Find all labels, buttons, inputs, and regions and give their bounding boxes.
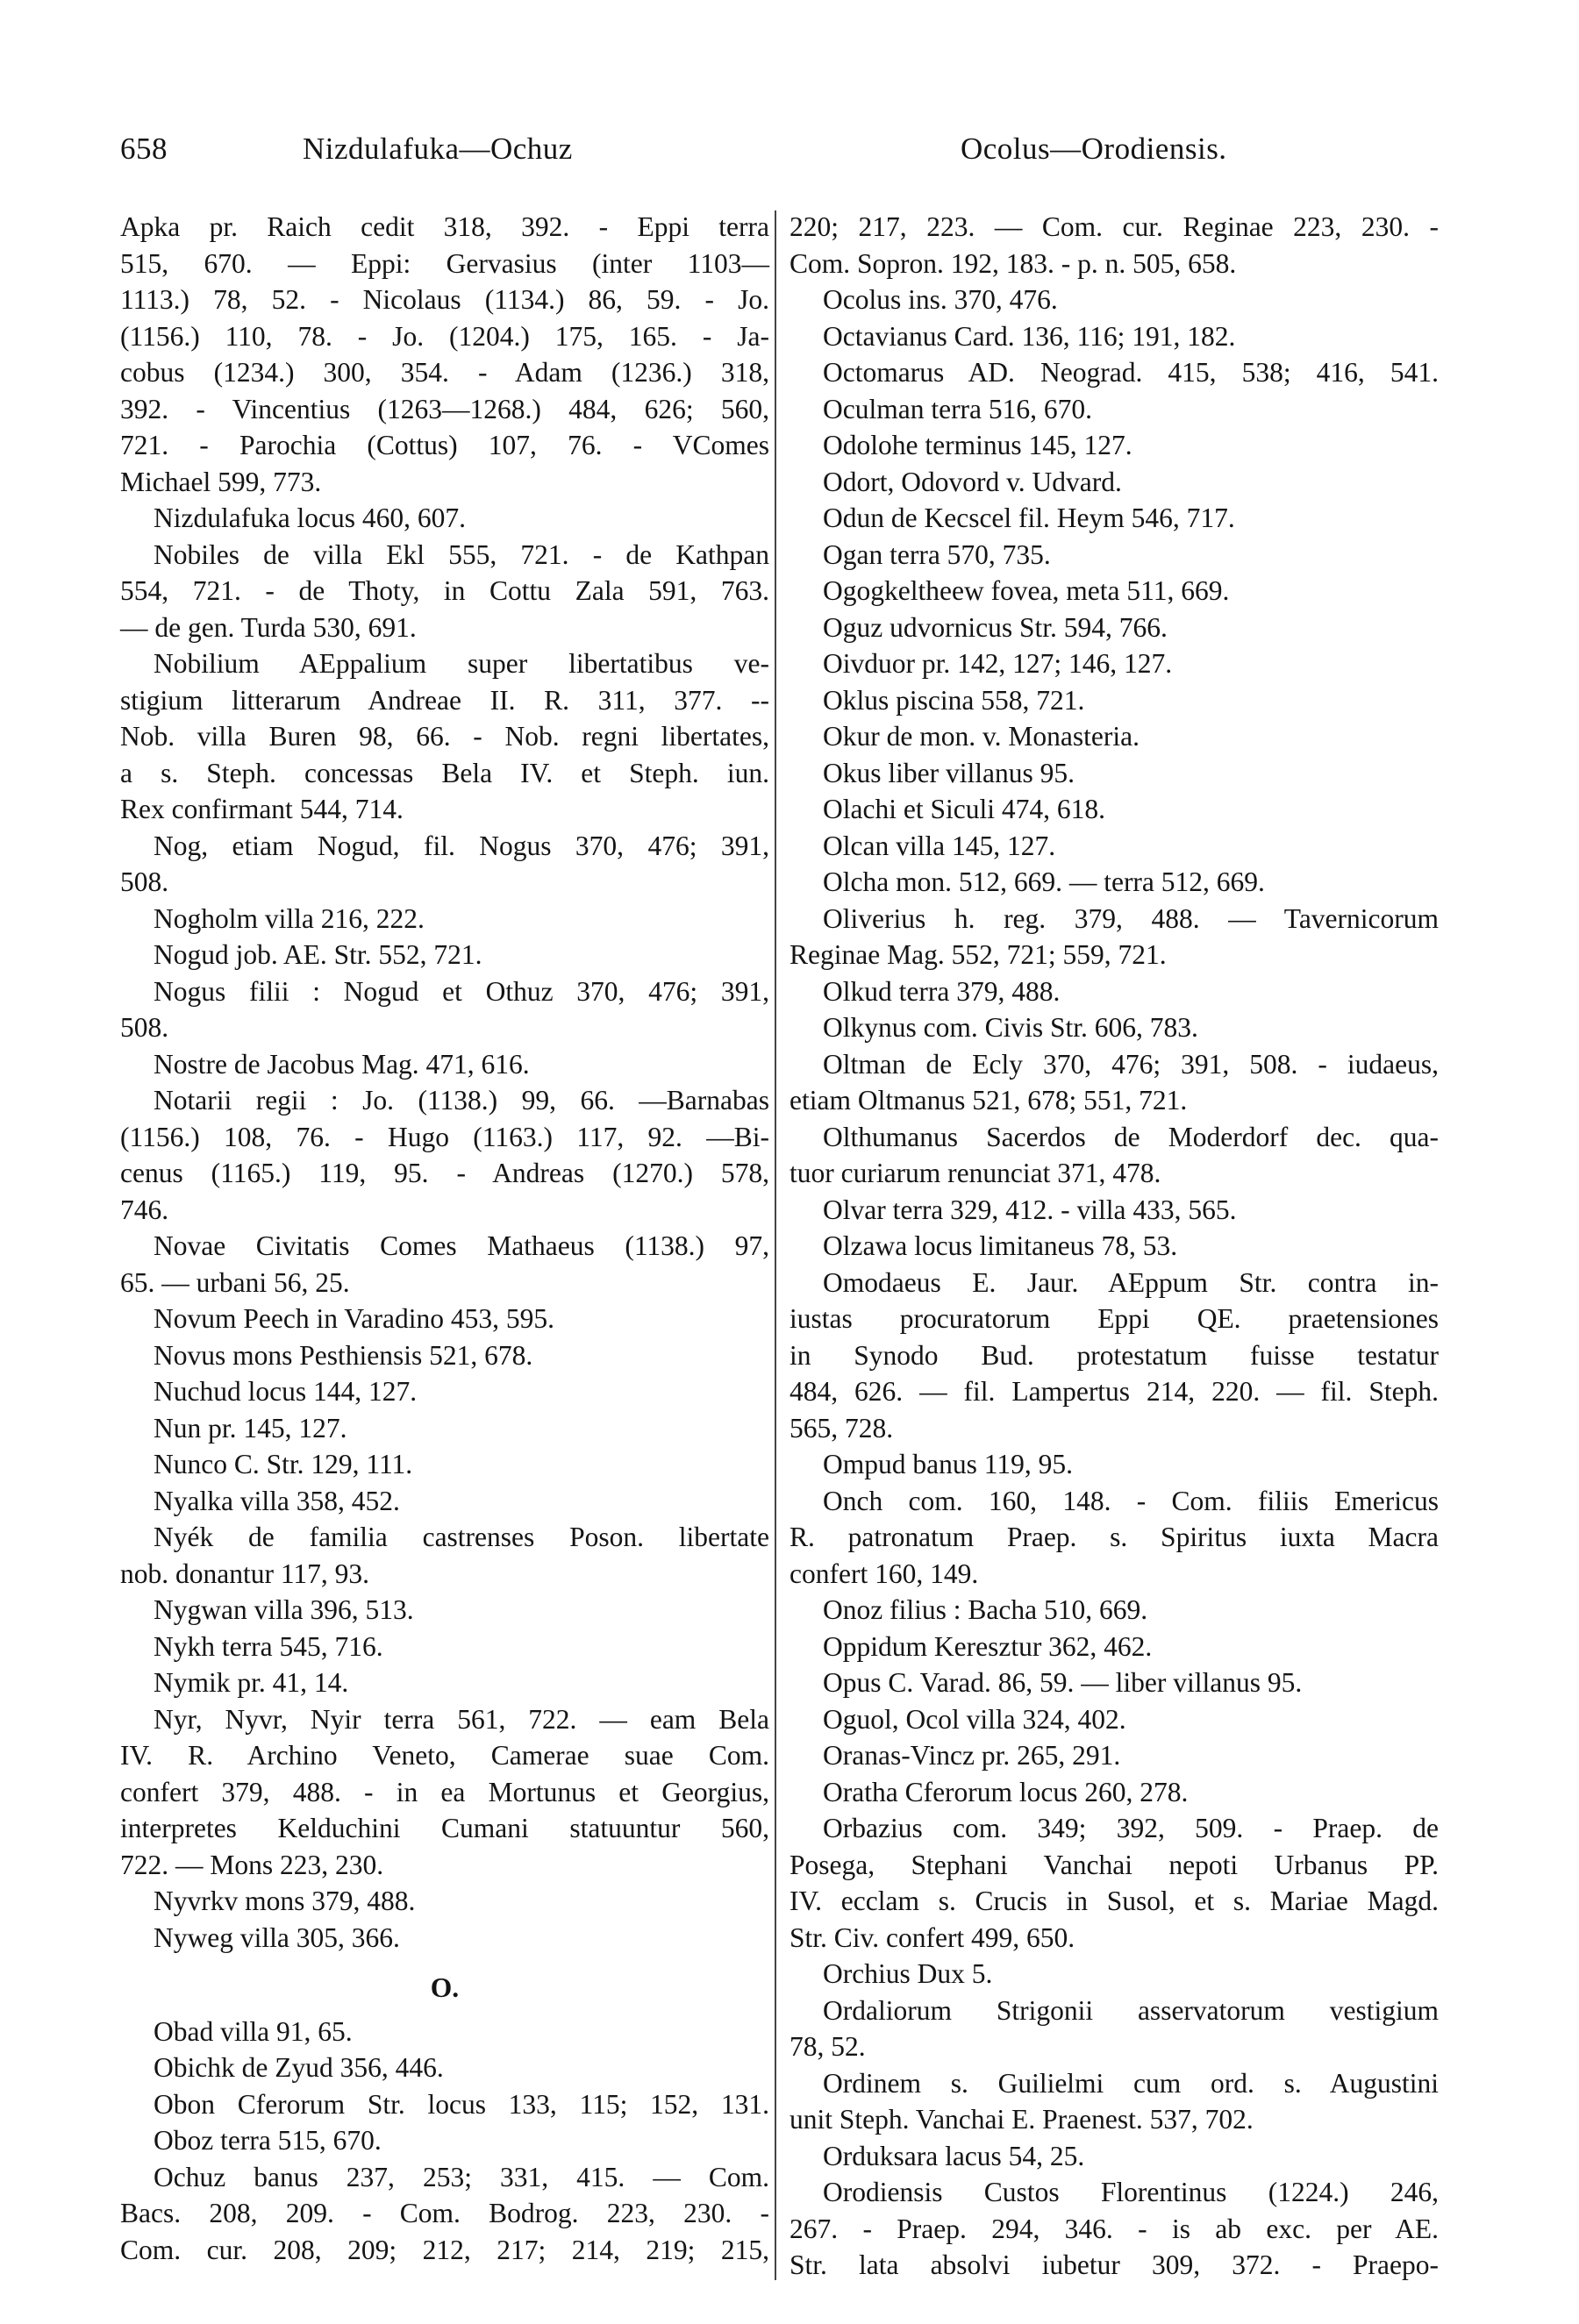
index-line: Oranas-Vincz pr. 265, 291. xyxy=(823,1740,1121,1771)
index-line: Nyvrkv mons 379, 488. xyxy=(154,1886,416,1916)
index-line: confert 160, 149. xyxy=(790,1558,979,1589)
index-line: cenus (1165.) 119, 95. - Andreas (1270.) 578, xyxy=(120,1158,769,1188)
index-line: Orduksara lacus 54, 25. xyxy=(823,2140,1085,2171)
index-line: Novae Civitatis Comes Mathaeus (1138.) 97, xyxy=(154,1230,769,1261)
index-line: unit Steph. Vanchai E. Praenest. 537, 702. xyxy=(790,2104,1254,2135)
index-line: Com. cur. 208, 209; 212, 217; 214, 219; 215, xyxy=(120,2234,769,2265)
index-line: Olkud terra 379, 488. xyxy=(823,975,1061,1007)
index-line: — de gen. Turda 530, 691. xyxy=(120,611,417,643)
column-divider xyxy=(775,210,776,2280)
index-line: Obon Cferorum Str. locus 133, 115; 152, 131. xyxy=(154,2088,769,2120)
running-header xyxy=(0,132,1579,175)
index-line: Nymik pr. 41, 14. xyxy=(154,1667,349,1698)
index-line: 515, 670. — Eppi: Gervasius (inter 1103— xyxy=(120,247,769,279)
left-column xyxy=(120,209,769,2268)
index-line: Olzawa locus limitaneus 78, 53. xyxy=(823,1230,1178,1261)
index-line: Olvar terra 329, 412. - villa 433, 565. xyxy=(823,1194,1237,1225)
index-line: Nykh terra 545, 716. xyxy=(154,1630,383,1662)
index-line: Okur de mon. v. Monasteria. xyxy=(823,721,1140,752)
index-line: IV. R. Archino Veneto, Camerae suae Com. xyxy=(120,1740,769,1771)
section-letter-heading: O. xyxy=(430,1972,460,2003)
index-line: Ocolus ins. 370, 476. xyxy=(823,284,1058,315)
index-line: 508. xyxy=(120,1012,169,1043)
index-line: Oliverius h. reg. 379, 488. — Tavernicorum xyxy=(823,902,1439,934)
index-line: Str. Civ. confert 499, 650. xyxy=(790,1921,1075,1953)
index-line: tuor curiarum renunciat 371, 478. xyxy=(790,1158,1161,1188)
index-line: R. patronatum Praep. s. Spiritus iuxta Macra xyxy=(790,1522,1439,1552)
index-line: Nuchud locus 144, 127. xyxy=(154,1376,418,1407)
index-line: Posega, Stephani Vanchai nepoti Urbanus PP. xyxy=(790,1849,1439,1880)
index-line: Ordinem s. Guilielmi cum ord. s. Augustini xyxy=(823,2067,1439,2099)
index-line: Rex confirmant 544, 714. xyxy=(120,794,404,824)
index-line: Obichk de Zyud 356, 446. xyxy=(154,2052,444,2083)
index-line: Ogogkeltheew fovea, meta 511, 669. xyxy=(823,575,1230,606)
index-line: Novum Peech in Varadino 453, 595. xyxy=(154,1303,554,1334)
index-line: Onch com. 160, 148. - Com. filiis Emericus xyxy=(823,1485,1439,1516)
index-line: (1156.) 110, 78. - Jo. (1204.) 175, 165. - Ja- xyxy=(120,320,769,352)
index-line: Apka pr. Raich cedit 318, 392. - Eppi terra xyxy=(120,211,769,242)
index-line: Omodaeus E. Jaur. AEppum Str. contra in- xyxy=(823,1266,1439,1298)
index-line: Oculman terra 516, 670. xyxy=(823,393,1093,424)
index-line: Oltman de Ecly 370, 476; 391, 508. - iudaeus, xyxy=(823,1048,1439,1080)
index-line: IV. ecclam s. Crucis in Susol, et s. Mariae Magd. xyxy=(790,1886,1439,1916)
index-line: stigium litterarum Andreae II. R. 311, 377. -- xyxy=(120,684,769,716)
index-line: Nun pr. 145, 127. xyxy=(154,1412,347,1444)
index-line: Nostre de Jacobus Mag. 471, 616. xyxy=(154,1048,530,1080)
index-line: Nygwan villa 396, 513. xyxy=(154,1594,414,1625)
index-line: 392. - Vincentius (1263—1268.) 484, 626; 560, xyxy=(120,393,769,424)
index-line: Opus C. Varad. 86, 59. — liber villanus 95. xyxy=(823,1667,1303,1698)
index-line: Ochuz banus 237, 253; 331, 415. — Com. xyxy=(154,2161,769,2192)
index-line: Octavianus Card. 136, 116; 191, 182. xyxy=(823,320,1236,352)
index-line: cobus (1234.) 300, 354. - Adam (1236.) 318, xyxy=(120,357,769,388)
index-line: 721. - Parochia (Cottus) 107, 76. - VComes xyxy=(120,430,769,460)
index-line: 722. — Mons 223, 230. xyxy=(120,1849,384,1880)
index-line: a s. Steph. concessas Bela IV. et Steph. iun. xyxy=(120,757,769,788)
index-line: in Synodo Bud. protestatum fuisse testatur xyxy=(790,1339,1439,1371)
index-line: 746. xyxy=(120,1194,169,1225)
index-line: Orbazius com. 349; 392, 509. - Praep. de xyxy=(823,1813,1439,1843)
index-line: 565, 728. xyxy=(790,1412,894,1444)
index-line: Nob. villa Buren 98, 66. - Nob. regni libertates, xyxy=(120,721,769,752)
index-line: Okus liber villanus 95. xyxy=(823,757,1075,788)
index-line: Odun de Kecscel fil. Heym 546, 717. xyxy=(823,503,1235,533)
index-line: 65. — urbani 56, 25. xyxy=(120,1266,350,1298)
index-line: Nyr, Nyvr, Nyir terra 561, 722. — eam Bela xyxy=(154,1703,769,1735)
index-line: 220; 217, 223. — Com. cur. Reginae 223, 230. - xyxy=(790,211,1439,242)
index-line: Ogan terra 570, 735. xyxy=(823,538,1051,570)
right-running-title: Ocolus—Orodiensis. xyxy=(961,132,1227,166)
index-line: Nunco C. Str. 129, 111. xyxy=(154,1449,413,1479)
index-line: 554, 721. - de Thoty, in Cottu Zala 591, 763. xyxy=(120,575,769,606)
index-line: Reginae Mag. 552, 721; 559, 721. xyxy=(790,939,1167,970)
index-line: Orodiensis Custos Florentinus (1224.) 246, xyxy=(823,2177,1439,2207)
index-line: confert 379, 488. - in ea Mortunus et Georgius, xyxy=(120,1776,769,1807)
index-line: Orchius Dux 5. xyxy=(823,1958,993,1989)
index-line: Nobiles de villa Ekl 555, 721. - de Kathpan xyxy=(154,538,769,570)
index-line: interpretes Kelduchini Cumani statuuntur 560, xyxy=(120,1813,769,1843)
index-line: Olkynus com. Civis Str. 606, 783. xyxy=(823,1012,1198,1043)
index-line: iustas procuratorum Eppi QE. praetensiones xyxy=(790,1303,1439,1334)
index-line: Com. Sopron. 192, 183. - p. n. 505, 658. xyxy=(790,247,1237,279)
index-line: Oklus piscina 558, 721. xyxy=(823,684,1085,716)
index-line: Oguol, Ocol villa 324, 402. xyxy=(823,1703,1126,1735)
index-line: Ompud banus 119, 95. xyxy=(823,1449,1073,1479)
index-line: Odort, Odovord v. Udvard. xyxy=(823,466,1122,497)
index-line: Nogud job. AE. Str. 552, 721. xyxy=(154,939,482,970)
index-line: Ordaliorum Strigonii asservatorum vestigium xyxy=(823,1994,1439,2026)
index-line: Onoz filius : Bacha 510, 669. xyxy=(823,1594,1148,1625)
index-line: etiam Oltmanus 521, 678; 551, 721. xyxy=(790,1085,1188,1116)
index-line: Nizdulafuka locus 460, 607. xyxy=(154,503,467,533)
index-line: Oboz terra 515, 670. xyxy=(154,2125,382,2156)
index-line: Michael 599, 773. xyxy=(120,466,322,497)
index-line: Nyalka villa 358, 452. xyxy=(154,1485,400,1516)
index-line: Odolohe terminus 145, 127. xyxy=(823,430,1132,460)
index-line: Olcan villa 145, 127. xyxy=(823,830,1056,861)
index-line: Oivduor pr. 142, 127; 146, 127. xyxy=(823,648,1173,679)
index-line: Olthumanus Sacerdos de Moderdorf dec. qua- xyxy=(823,1121,1439,1152)
index-line: 1113.) 78, 52. - Nicolaus (1134.) 86, 59. - Jo. xyxy=(120,284,769,315)
right-column xyxy=(790,209,1439,2284)
index-line: Nog, etiam Nogud, fil. Nogus 370, 476; 391, xyxy=(154,830,769,861)
index-line: 78, 52. xyxy=(790,2031,866,2062)
index-line: Olachi et Siculi 474, 618. xyxy=(823,794,1105,824)
index-line: 267. - Praep. 294, 346. - is ab exc. per AE. xyxy=(790,2213,1439,2244)
index-line: Nobilium AEppalium super libertatibus ve- xyxy=(154,648,769,679)
index-line: Oguz udvornicus Str. 594, 766. xyxy=(823,611,1168,643)
page-number: 658 xyxy=(120,132,168,166)
index-line: (1156.) 108, 76. - Hugo (1163.) 117, 92. —Bi- xyxy=(120,1121,769,1152)
index-line: nob. donantur 117, 93. xyxy=(120,1558,370,1589)
index-line: 508. xyxy=(120,866,169,897)
index-line: Nogus filii : Nogud et Othuz 370, 476; 391, xyxy=(154,975,769,1007)
index-line: Nyweg villa 305, 366. xyxy=(154,1921,400,1953)
index-line: Obad villa 91, 65. xyxy=(154,2015,353,2047)
index-line: Notarii regii : Jo. (1138.) 99, 66. —Barnabas xyxy=(154,1085,769,1116)
left-running-title: Nizdulafuka—Ochuz xyxy=(303,132,573,166)
index-line: Oppidum Keresztur 362, 462. xyxy=(823,1630,1153,1662)
index-line: 484, 626. — fil. Lampertus 214, 220. — fil. Steph. xyxy=(790,1376,1439,1407)
index-line: Olcha mon. 512, 669. — terra 512, 669. xyxy=(823,866,1265,897)
index-line: Str. lata absolvi iubetur 309, 372. - Praepo- xyxy=(790,2249,1439,2280)
index-line: Octomarus AD. Neograd. 415, 538; 416, 541. xyxy=(823,357,1439,388)
index-line: Novus mons Pesthiensis 521, 678. xyxy=(154,1339,533,1371)
index-line: Bacs. 208, 209. - Com. Bodrog. 223, 230. - xyxy=(120,2198,769,2228)
index-line: Nyék de familia castrenses Poson. libertate xyxy=(154,1522,769,1552)
index-line: Nogholm villa 216, 222. xyxy=(154,902,425,934)
index-line: Oratha Cferorum locus 260, 278. xyxy=(823,1776,1189,1807)
